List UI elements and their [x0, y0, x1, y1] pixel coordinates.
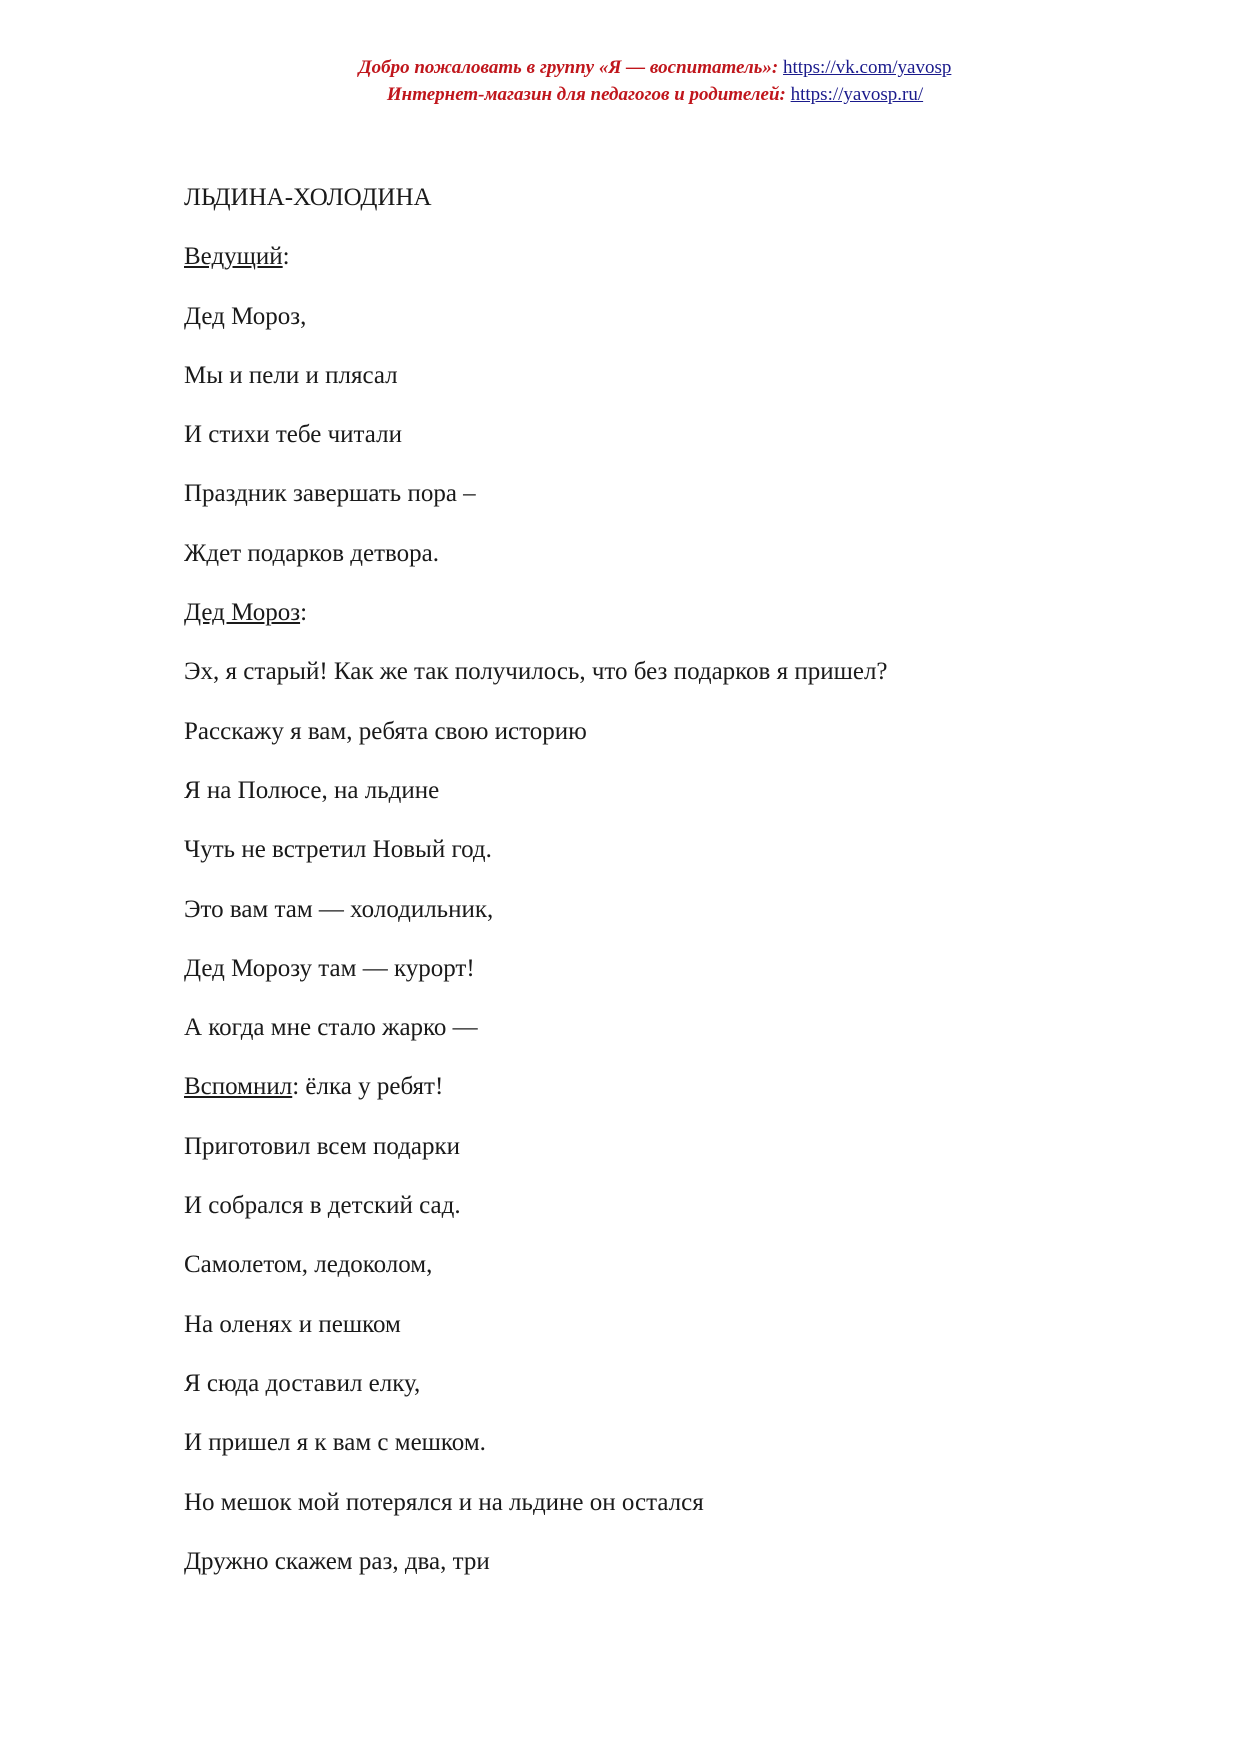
- text-line: Ждет подарков детвора.: [184, 539, 440, 567]
- text-line: Праздник завершать пора –: [184, 480, 476, 508]
- text-line: [184, 1061, 1084, 1120]
- group-promo-text: Добро пожаловать в группу «Я — воспитатель»:: [358, 57, 779, 78]
- vk-group-link[interactable]: https://vk.com/yavosp: [783, 57, 952, 78]
- text-line: И стихи тебе читали: [184, 421, 402, 449]
- text-line: И пришел я к вам с мешком.: [184, 1429, 486, 1457]
- underlined-word: Вспомнил: [184, 1073, 293, 1101]
- speaker-colon: :: [300, 599, 308, 627]
- text-line: Приготовил всем подарки: [184, 1132, 460, 1160]
- speaker-name: Ведущий: [184, 243, 283, 271]
- text-line: Я сюда доставил елку,: [184, 1369, 421, 1397]
- speaker-label: [184, 231, 1084, 290]
- shop-promo-text: Интернет-магазин для педагогов и родителей:: [386, 84, 786, 105]
- header-line-group: [0, 54, 1240, 81]
- text-line: Дед Мороз,: [184, 302, 307, 330]
- shop-link[interactable]: https://yavosp.ru/: [790, 84, 924, 105]
- text-line: Чуть не встретил Новый год.: [184, 836, 492, 864]
- text-line: Но мешок мой потерялся и на льдине он остался: [184, 1488, 704, 1516]
- line-rest: : ёлка у ребят!: [292, 1073, 444, 1101]
- text-line: Мы и пели и плясал: [184, 361, 398, 389]
- text-line: Расскажу я вам, ребята свою историю: [184, 717, 587, 745]
- text-line: Самолетом, ледоколом,: [184, 1251, 433, 1279]
- document-body: [184, 172, 1084, 1595]
- page-header: [0, 54, 1240, 108]
- header-line-shop: [0, 81, 1240, 108]
- text-line: На оленях и пешком: [184, 1310, 401, 1338]
- text-line: А когда мне стало жарко —: [184, 1014, 478, 1042]
- text-line: Эх, я старый! Как же так получилось, что без подарков я пришел?: [184, 658, 888, 686]
- text-line: И собрался в детский сад.: [184, 1192, 461, 1220]
- speaker-label: [184, 587, 1084, 646]
- speaker-name: Дед Мороз: [184, 599, 301, 627]
- text-line: Это вам там — холодильник,: [184, 895, 494, 923]
- text-line: Дед Морозу там — курорт!: [184, 954, 475, 982]
- document-title: ЛЬДИНА-ХОЛОДИНА: [184, 184, 432, 211]
- text-line: Дружно скажем раз, два, три: [184, 1547, 490, 1575]
- speaker-colon: :: [282, 243, 290, 271]
- text-line: Я на Полюсе, на льдине: [184, 776, 440, 804]
